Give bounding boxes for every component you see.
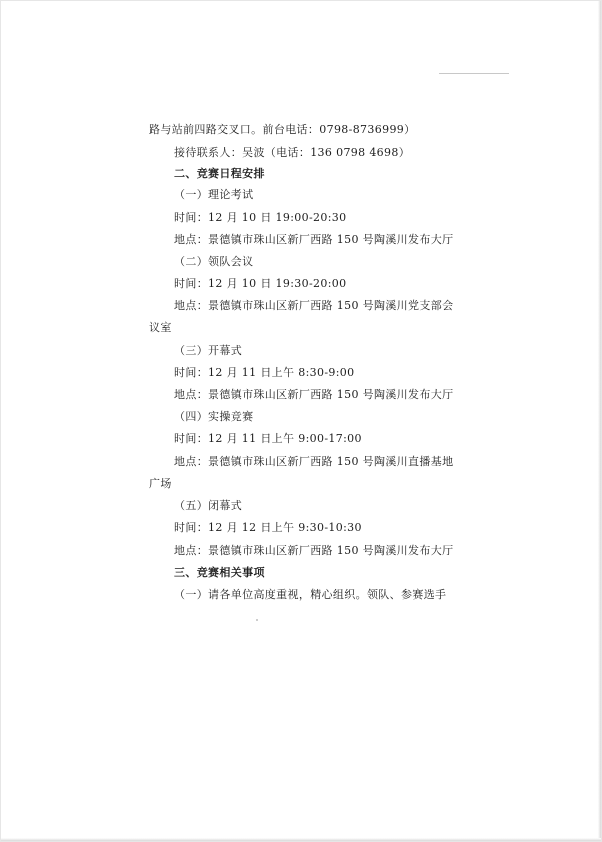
subheading-theory-exam: （一）理论考试 xyxy=(174,188,254,201)
reception-contact: 接待联系人：吴波（电话：136 0798 4698） xyxy=(174,146,411,159)
section-heading-related-matters: 三、竞赛相关事项 xyxy=(174,566,265,579)
theory-exam-time: 时间：12 月 10 日 19:00-20:30 xyxy=(174,211,347,224)
page-shadow-bottom xyxy=(1,838,601,841)
meeting-location: 地点：景德镇市珠山区新厂西路 150 号陶溪川党支部会 xyxy=(174,299,454,312)
subheading-practical-competition: （四）实操竞赛 xyxy=(174,410,254,423)
subheading-team-leader-meeting: （二）领队会议 xyxy=(174,255,254,268)
closing-ceremony-location: 地点：景德镇市珠山区新厂西路 150 号陶溪川发布大厅 xyxy=(174,544,454,557)
closing-ceremony-time: 时间：12 月 12 日上午 9:30-10:30 xyxy=(174,521,362,534)
opening-ceremony-time: 时间：12 月 11 日上午 8:30-9:00 xyxy=(174,366,355,379)
practical-competition-location: 地点：景德镇市珠山区新厂西路 150 号陶溪川直播基地 xyxy=(174,455,454,468)
subheading-opening-ceremony: （三）开幕式 xyxy=(174,344,243,357)
theory-exam-location: 地点：景德镇市珠山区新厂西路 150 号陶溪川发布大厅 xyxy=(174,233,454,246)
meeting-time: 时间：12 月 10 日 19:30-20:00 xyxy=(174,277,347,290)
meeting-location-continuation: 议室 xyxy=(149,321,172,334)
related-matters-item-one: （一）请各单位高度重视，精心组织。领队、参赛选手 xyxy=(174,588,447,601)
address-continuation: 路与站前四路交叉口。前台电话：0798-8736999） xyxy=(149,123,416,136)
scan-artifact-dot xyxy=(256,619,258,621)
practical-location-continuation: 广场 xyxy=(149,477,172,490)
practical-competition-time: 时间：12 月 11 日上午 9:00-17:00 xyxy=(174,432,362,445)
opening-ceremony-location: 地点：景德镇市珠山区新厂西路 150 号陶溪川发布大厅 xyxy=(174,388,454,401)
scan-artifact-line xyxy=(439,73,509,74)
subheading-closing-ceremony: （五）闭幕式 xyxy=(174,499,243,512)
page-shadow-right xyxy=(598,1,601,841)
section-heading-schedule: 二、竞赛日程安排 xyxy=(174,167,265,180)
